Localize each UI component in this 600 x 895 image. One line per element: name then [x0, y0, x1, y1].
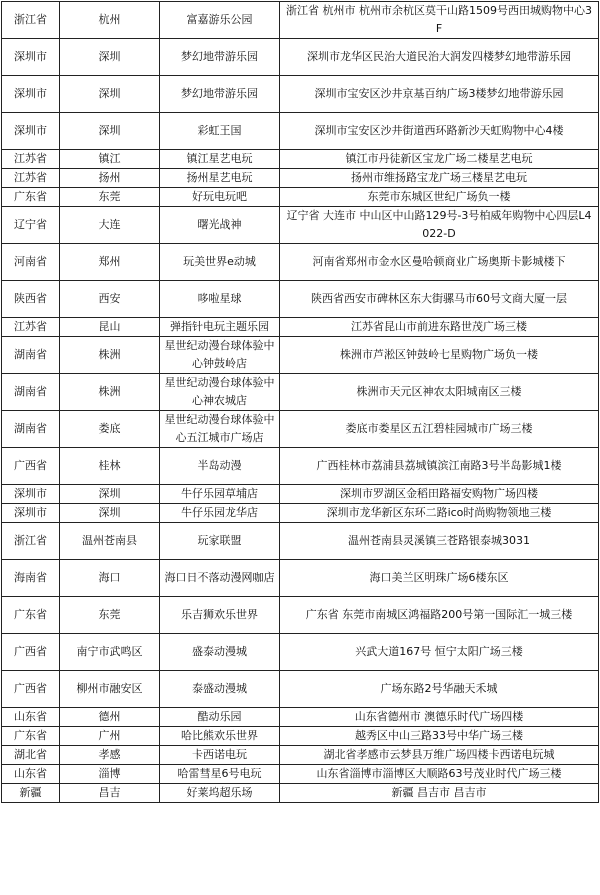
city-cell: 镇江: [60, 150, 160, 169]
table-row: [2, 374, 599, 411]
province-cell: 深圳市: [2, 113, 60, 150]
province-cell: 湖南省: [2, 337, 60, 374]
store-name-cell: 乐吉狮欢乐世界: [160, 597, 280, 634]
address-cell: 深圳市宝安区沙井街道西环路新沙天虹购物中心4楼: [280, 113, 599, 150]
province-cell: 辽宁省: [2, 207, 60, 244]
store-name-cell: 弹指针电玩主题乐园: [160, 318, 280, 337]
store-name-cell: 牛仔乐园龙华店: [160, 504, 280, 523]
table-row: [2, 318, 599, 337]
store-name-cell: 富嘉游乐公园: [160, 2, 280, 39]
province-cell: 广东省: [2, 727, 60, 746]
address-cell: 广东省 东莞市南城区鸿福路200号第一国际汇一城三楼: [280, 597, 599, 634]
store-name-cell: 星世纪动漫台球体验中心五江城市广场店: [160, 411, 280, 448]
table-row: [2, 113, 599, 150]
address-cell: 株洲市芦淞区钟鼓岭七星购物广场负一楼: [280, 337, 599, 374]
province-cell: 新疆: [2, 784, 60, 803]
city-cell: 温州苍南县: [60, 523, 160, 560]
province-cell: 江苏省: [2, 169, 60, 188]
table-row: [2, 634, 599, 671]
table-row: [2, 281, 599, 318]
table-row: [2, 448, 599, 485]
city-cell: 郑州: [60, 244, 160, 281]
store-name-cell: 玩美世界e动城: [160, 244, 280, 281]
address-cell: 浙江省 杭州市 杭州市余杭区莫干山路1509号西田城购物中心3F: [280, 2, 599, 39]
city-cell: 深圳: [60, 504, 160, 523]
store-name-cell: 镇江星艺电玩: [160, 150, 280, 169]
table-row: [2, 560, 599, 597]
province-cell: 湖南省: [2, 411, 60, 448]
store-name-cell: 哈比熊欢乐世界: [160, 727, 280, 746]
province-cell: 浙江省: [2, 2, 60, 39]
table-row: [2, 671, 599, 708]
province-cell: 河南省: [2, 244, 60, 281]
province-cell: 深圳市: [2, 504, 60, 523]
province-cell: 海南省: [2, 560, 60, 597]
city-cell: 深圳: [60, 39, 160, 76]
city-cell: 海口: [60, 560, 160, 597]
store-name-cell: 星世纪动漫台球体验中心神农城店: [160, 374, 280, 411]
address-cell: 东莞市东城区世纪广场负一楼: [280, 188, 599, 207]
province-cell: 广西省: [2, 671, 60, 708]
table-row: [2, 244, 599, 281]
table-row: [2, 207, 599, 244]
city-cell: 东莞: [60, 188, 160, 207]
province-cell: 广东省: [2, 188, 60, 207]
province-cell: 深圳市: [2, 485, 60, 504]
address-cell: 广西桂林市荔浦县荔城镇滨江南路3号半岛影城1楼: [280, 448, 599, 485]
address-cell: 株洲市天元区神农太阳城南区三楼: [280, 374, 599, 411]
province-cell: 深圳市: [2, 76, 60, 113]
table-row: [2, 411, 599, 448]
address-cell: 娄底市娄星区五江碧桂园城市广场三楼: [280, 411, 599, 448]
table-row: [2, 765, 599, 784]
store-name-cell: 好玩电玩吧: [160, 188, 280, 207]
table-row: [2, 2, 599, 39]
city-cell: 桂林: [60, 448, 160, 485]
city-cell: 西安: [60, 281, 160, 318]
address-cell: 深圳市罗湖区金稻田路福安购物广场四楼: [280, 485, 599, 504]
store-table: [1, 1, 599, 803]
address-cell: 陕西省西安市碑林区东大街骡马市60号文商大厦一层: [280, 281, 599, 318]
table-row: [2, 708, 599, 727]
address-cell: 新疆 昌吉市 昌吉市: [280, 784, 599, 803]
province-cell: 湖北省: [2, 746, 60, 765]
city-cell: 孝感: [60, 746, 160, 765]
city-cell: 深圳: [60, 76, 160, 113]
province-cell: 广东省: [2, 597, 60, 634]
address-cell: 越秀区中山三路33号中华广场三楼: [280, 727, 599, 746]
city-cell: 株洲: [60, 337, 160, 374]
city-cell: 大连: [60, 207, 160, 244]
address-cell: 辽宁省 大连市 中山区中山路129号-3号柏威年购物中心四层L4022-D: [280, 207, 599, 244]
store-name-cell: 酷动乐园: [160, 708, 280, 727]
address-cell: 江苏省昆山市前进东路世茂广场三楼: [280, 318, 599, 337]
table-row: [2, 504, 599, 523]
city-cell: 深圳: [60, 113, 160, 150]
table-body: [2, 2, 599, 803]
store-name-cell: 牛仔乐园草埔店: [160, 485, 280, 504]
store-name-cell: 哆啦星球: [160, 281, 280, 318]
address-cell: 山东省德州市 澳德乐时代广场四楼: [280, 708, 599, 727]
address-cell: 深圳市宝安区沙井京基百纳广场3楼梦幻地带游乐园: [280, 76, 599, 113]
city-cell: 德州: [60, 708, 160, 727]
address-cell: 温州苍南县灵溪镇三苍路银泰城3031: [280, 523, 599, 560]
store-name-cell: 扬州星艺电玩: [160, 169, 280, 188]
table-row: [2, 39, 599, 76]
store-name-cell: 半岛动漫: [160, 448, 280, 485]
table-row: [2, 337, 599, 374]
city-cell: 南宁市武鸣区: [60, 634, 160, 671]
city-cell: 广州: [60, 727, 160, 746]
address-cell: 山东省淄博市淄博区大顺路63号茂业时代广场三楼: [280, 765, 599, 784]
city-cell: 昆山: [60, 318, 160, 337]
province-cell: 浙江省: [2, 523, 60, 560]
store-name-cell: 玩家联盟: [160, 523, 280, 560]
address-cell: 镇江市丹徒新区宝龙广场二楼星艺电玩: [280, 150, 599, 169]
table-row: [2, 523, 599, 560]
city-cell: 深圳: [60, 485, 160, 504]
city-cell: 株洲: [60, 374, 160, 411]
store-name-cell: 梦幻地带游乐园: [160, 39, 280, 76]
table-row: [2, 150, 599, 169]
store-name-cell: 梦幻地带游乐园: [160, 76, 280, 113]
city-cell: 扬州: [60, 169, 160, 188]
table-row: [2, 485, 599, 504]
province-cell: 陕西省: [2, 281, 60, 318]
province-cell: 深圳市: [2, 39, 60, 76]
store-name-cell: 卡西诺电玩: [160, 746, 280, 765]
store-name-cell: 好莱坞超乐场: [160, 784, 280, 803]
city-cell: 淄博: [60, 765, 160, 784]
store-name-cell: 哈雷彗星6号电玩: [160, 765, 280, 784]
store-name-cell: 彩虹王国: [160, 113, 280, 150]
store-name-cell: 曙光战神: [160, 207, 280, 244]
province-cell: 广西省: [2, 634, 60, 671]
province-cell: 广西省: [2, 448, 60, 485]
table-row: [2, 784, 599, 803]
store-name-cell: 星世纪动漫台球体验中心钟鼓岭店: [160, 337, 280, 374]
province-cell: 山东省: [2, 708, 60, 727]
address-cell: 广场东路2号华融天禾城: [280, 671, 599, 708]
table-row: [2, 188, 599, 207]
table-row: [2, 746, 599, 765]
address-cell: 湖北省孝感市云梦县万维广场四楼卡西诺电玩城: [280, 746, 599, 765]
table-row: [2, 727, 599, 746]
table-row: [2, 597, 599, 634]
address-cell: 深圳市龙华区民治大道民治大润发四楼梦幻地带游乐园: [280, 39, 599, 76]
city-cell: 杭州: [60, 2, 160, 39]
store-name-cell: 盛泰动漫城: [160, 634, 280, 671]
address-cell: 河南省郑州市金水区曼哈顿商业广场奥斯卡影城楼下: [280, 244, 599, 281]
city-cell: 昌吉: [60, 784, 160, 803]
city-cell: 东莞: [60, 597, 160, 634]
address-cell: 兴武大道167号 恒宁太阳广场三楼: [280, 634, 599, 671]
address-cell: 深圳市龙华新区东环二路ico时尚购物领地三楼: [280, 504, 599, 523]
city-cell: 娄底: [60, 411, 160, 448]
store-name-cell: 泰盛动漫城: [160, 671, 280, 708]
address-cell: 扬州市维扬路宝龙广场三楼星艺电玩: [280, 169, 599, 188]
province-cell: 江苏省: [2, 150, 60, 169]
province-cell: 江苏省: [2, 318, 60, 337]
store-name-cell: 海口日不落动漫网咖店: [160, 560, 280, 597]
table-row: [2, 169, 599, 188]
province-cell: 山东省: [2, 765, 60, 784]
province-cell: 湖南省: [2, 374, 60, 411]
table-row: [2, 76, 599, 113]
city-cell: 柳州市融安区: [60, 671, 160, 708]
address-cell: 海口美兰区明珠广场6楼东区: [280, 560, 599, 597]
